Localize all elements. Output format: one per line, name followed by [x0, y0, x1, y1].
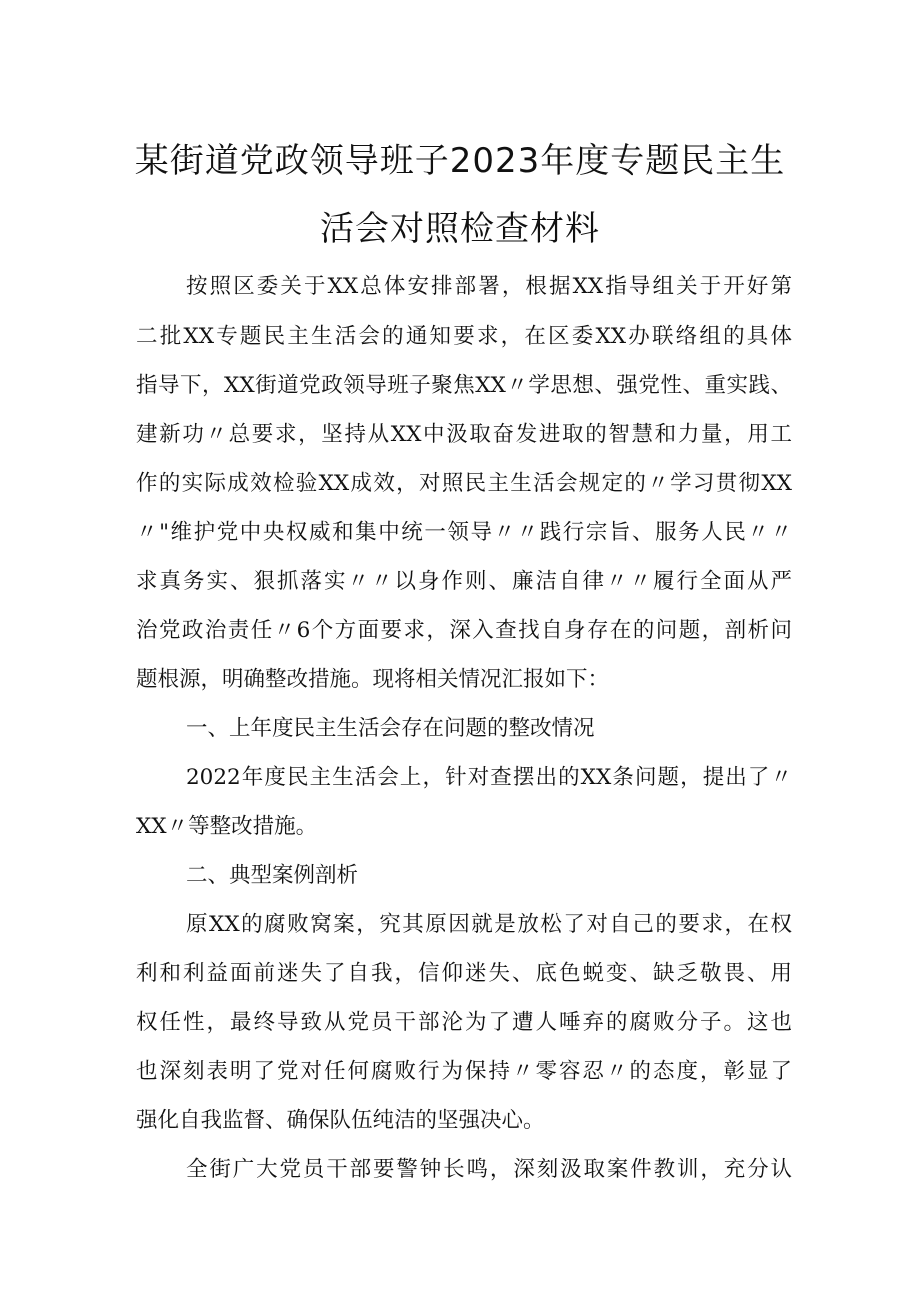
document-title-line-1: 某街道党政领导班子2023年度专题民主生: [134, 141, 786, 181]
paragraph-line: 作的实际成效检验XX成效，对照民主生活会规定的〃学习贯彻XX: [136, 471, 792, 496]
paragraph-line: 原XX的腐败窝案，究其原因就是放松了对自己的要求，在权: [186, 912, 792, 937]
paragraph-line: 强化自我监督、确保队伍纯洁的坚强决心。: [136, 1108, 545, 1133]
paragraph-line: 利和利益面前迷失了自我，信仰迷失、底色蜕变、缺乏敬畏、用: [136, 961, 792, 986]
paragraph-line: 二批XX专题民主生活会的通知要求，在区委XX办联络组的具体: [136, 324, 792, 349]
paragraph-line: 2022年度民主生活会上，针对查摆出的XX条问题，提出了〃: [186, 765, 792, 790]
paragraph-line: 权任性，最终导致从党员干部沦为了遭人唾弃的腐败分子。这也: [136, 1010, 792, 1035]
paragraph-line: XX〃等整改措施。: [136, 814, 318, 839]
paragraph-line: 全街广大党员干部要警钟长鸣，深刻汲取案件教训，充分认: [186, 1157, 792, 1182]
document-title-line-2: 活会对照检查材料: [320, 209, 600, 249]
section-heading: 二、典型案例剖析: [186, 863, 359, 888]
paragraph-line: 按照区委关于XX总体安排部署，根据XX指导组关于开好第: [186, 274, 792, 299]
paragraph-line: 建新功〃总要求，坚持从XX中汲取奋发进取的智慧和力量，用工: [136, 422, 792, 447]
paragraph-line: 〃"维护党中央权威和集中统一领导〃〃践行宗旨、服务人民〃〃: [136, 520, 792, 545]
paragraph-line: 指导下，XX街道党政领导班子聚焦XX〃学思想、强党性、重实践、: [136, 373, 792, 398]
paragraph-line: 求真务实、狠抓落实〃〃以身作则、廉洁自律〃〃履行全面从严: [136, 569, 792, 594]
paragraph-line: 也深刻表明了党对任何腐败行为保持〃零容忍〃的态度，彰显了: [136, 1059, 792, 1084]
paragraph-line: 题根源，明确整改措施。现将相关情况汇报如下：: [136, 667, 610, 692]
section-heading: 一、上年度民主生活会存在问题的整改情况: [186, 716, 595, 741]
paragraph-line: 治党政治责任〃6个方面要求，深入查找自身存在的问题，剖析问: [136, 618, 792, 643]
